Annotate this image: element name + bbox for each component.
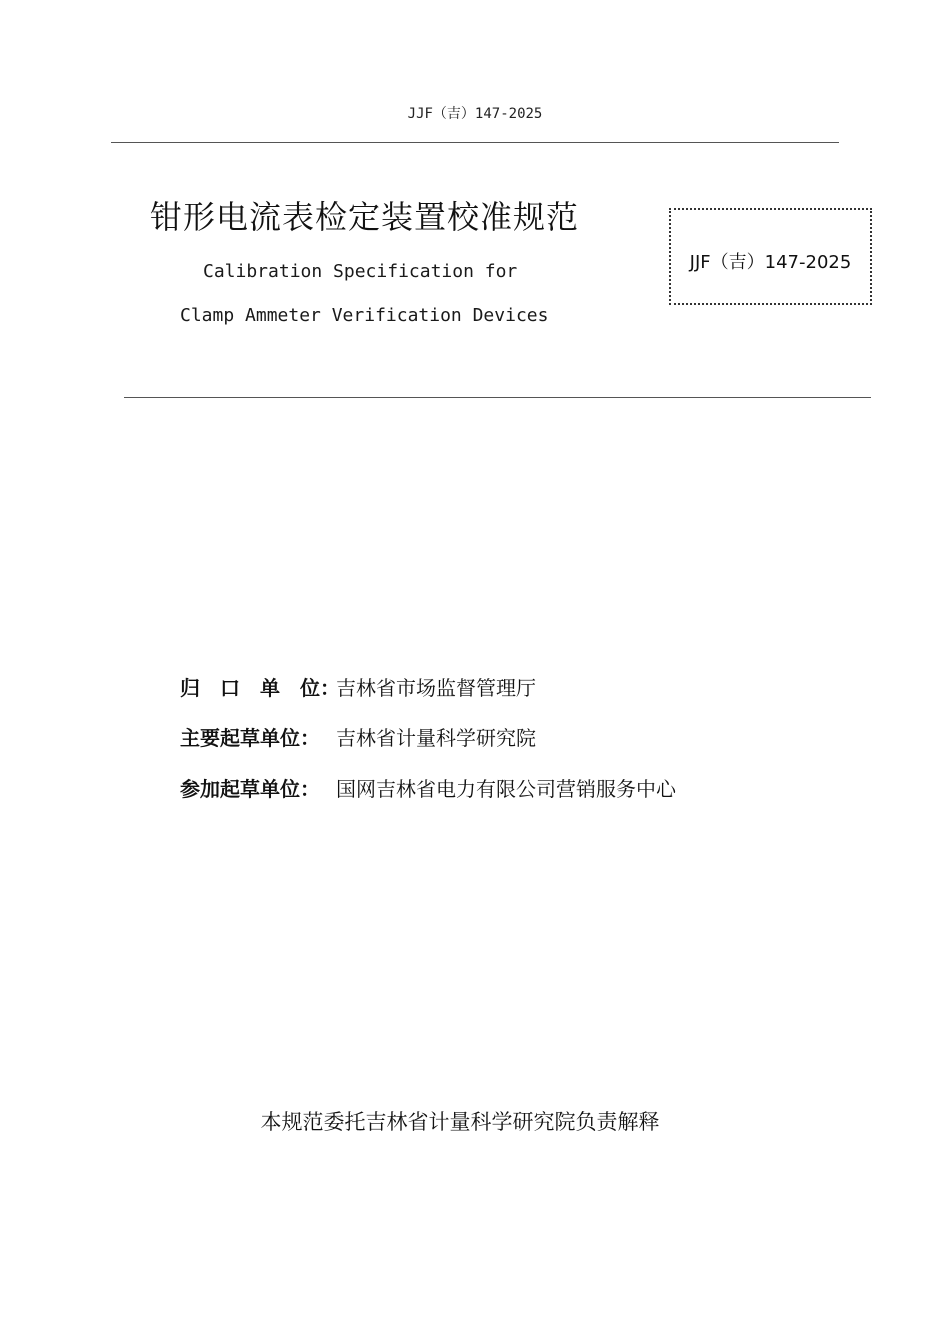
participating-drafting-unit-value: 国网吉林省电力有限公司营销服务中心 bbox=[336, 777, 676, 801]
header-divider bbox=[111, 142, 839, 143]
responsible-unit-row bbox=[180, 672, 536, 701]
responsible-unit-value: 吉林省市场监督管理厅 bbox=[336, 676, 536, 700]
title-divider bbox=[124, 397, 871, 398]
main-drafting-unit-row bbox=[180, 722, 536, 751]
english-title-line-1: Calibration Specification for bbox=[203, 261, 518, 282]
responsible-unit-label: 归 口 单 位： bbox=[180, 676, 340, 700]
main-drafting-unit-label: 主要起草单位： bbox=[180, 726, 320, 750]
participating-drafting-unit-row bbox=[180, 773, 676, 802]
interpretation-note: 本规范委托吉林省计量科学研究院负责解释 bbox=[260, 1110, 660, 1134]
participating-drafting-unit-label: 参加起草单位： bbox=[180, 777, 320, 801]
english-title-line-2: Clamp Ammeter Verification Devices bbox=[180, 305, 549, 326]
specification-code-box bbox=[669, 208, 872, 305]
document-title: 钳形电流表检定装置校准规范 bbox=[150, 198, 580, 236]
specification-code: JJF（吉）147-2025 bbox=[689, 252, 852, 273]
main-drafting-unit-value: 吉林省计量科学研究院 bbox=[336, 726, 536, 750]
header-code: JJF（吉）147-2025 bbox=[407, 106, 543, 122]
